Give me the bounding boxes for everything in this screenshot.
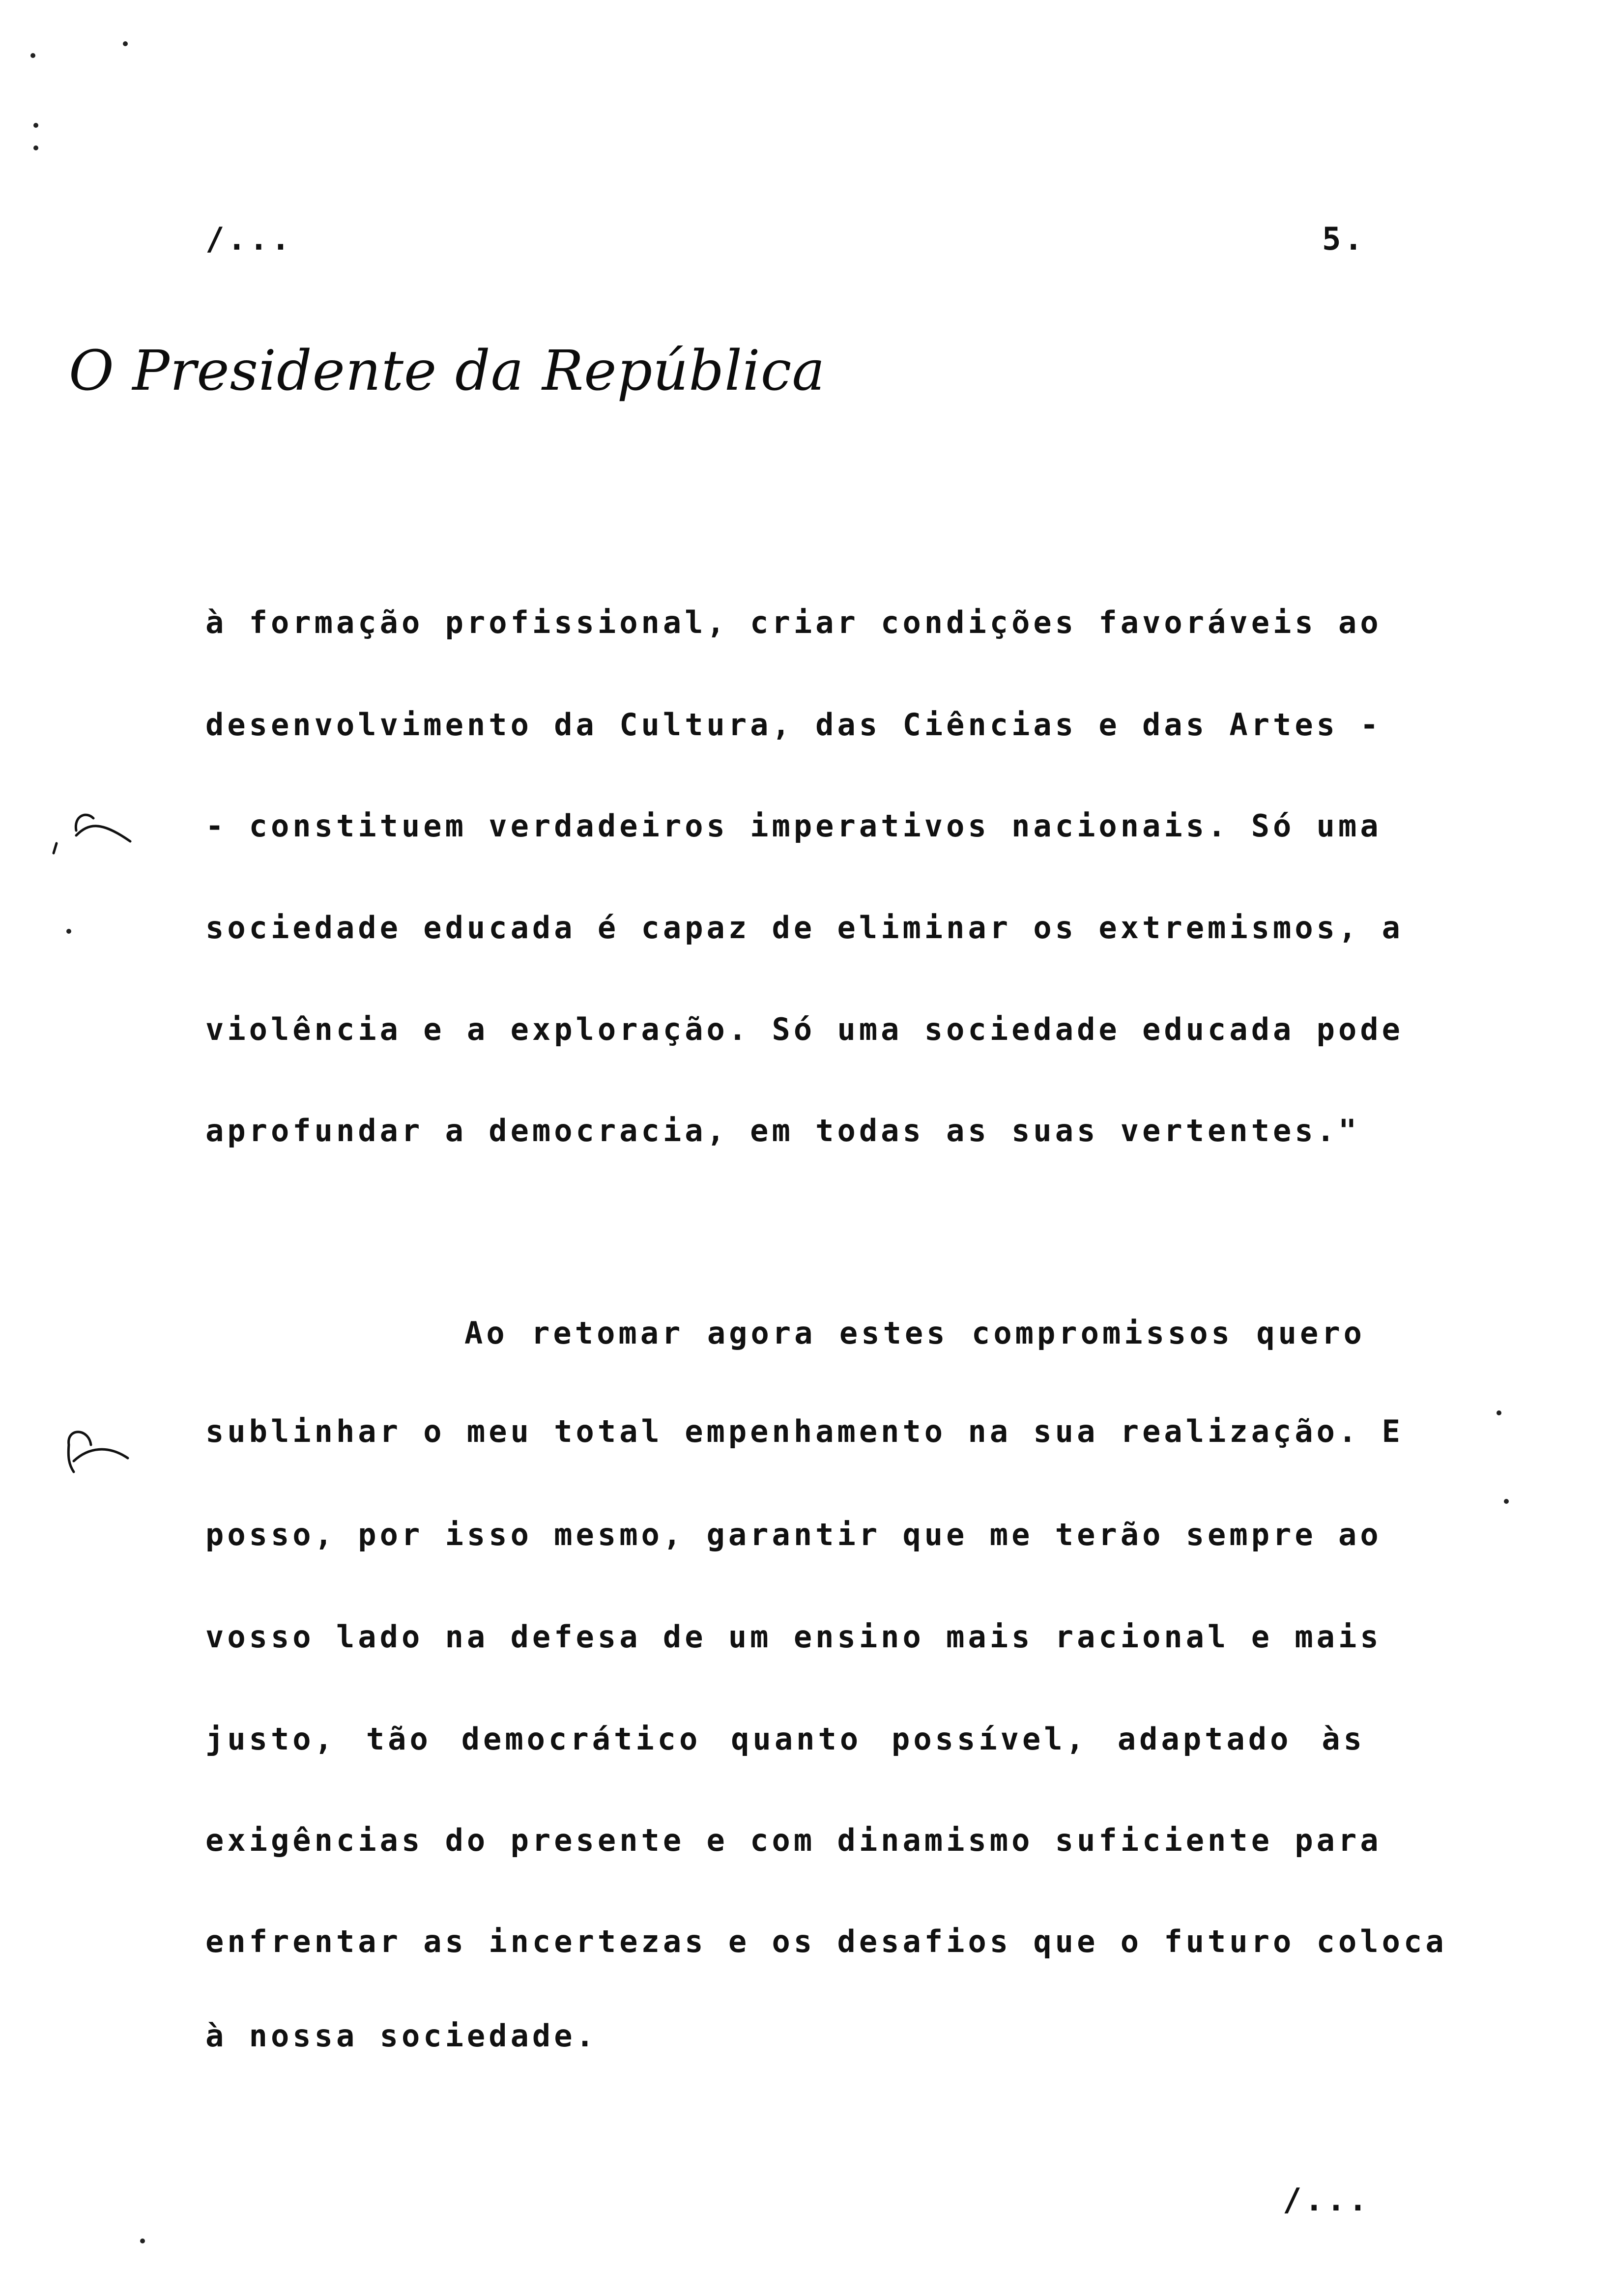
body-text-line: sublinhar o meu total empenhamento na sua realização. E bbox=[205, 1413, 1404, 1449]
body-text-line: Ao retomar agora estes compromissos quero bbox=[464, 1315, 1365, 1351]
body-text-line: à nossa sociedade. bbox=[205, 2018, 598, 2054]
scan-speck bbox=[30, 53, 35, 58]
body-text-line: posso, por isso mesmo, garantir que me terão sempre ao bbox=[205, 1517, 1382, 1552]
scan-speck bbox=[33, 145, 38, 150]
body-text-line: à formação profissional, criar condições favoráveis ao bbox=[205, 604, 1382, 640]
body-text-line: vosso lado na defesa de um ensino mais racional e mais bbox=[205, 1619, 1382, 1655]
scan-speck bbox=[123, 41, 128, 46]
scan-speck bbox=[66, 929, 71, 934]
letterhead-title: O Presidente da República bbox=[69, 339, 826, 403]
body-text-line: - constituem verdadeiros imperativos nacionais. Só uma bbox=[205, 808, 1382, 844]
scan-speck bbox=[1504, 1499, 1509, 1504]
page-number: 5. bbox=[1322, 221, 1366, 258]
scan-speck bbox=[1497, 1410, 1501, 1415]
page-continuation-marker-top: /... bbox=[205, 221, 293, 258]
body-text-line: sociedade educada é capaz de eliminar os extremismos, a bbox=[205, 910, 1404, 946]
handwritten-initial-mark bbox=[54, 1418, 143, 1487]
page-continuation-marker-bottom: /... bbox=[1283, 2182, 1371, 2218]
scan-speck bbox=[140, 2239, 145, 2243]
body-text-line: justo, tão democrático quanto possível, adaptado às bbox=[205, 1721, 1365, 1757]
body-text-line: desenvolvimento da Cultura, das Ciências e das Artes - bbox=[205, 707, 1382, 743]
handwritten-initial-mark bbox=[47, 796, 135, 865]
scan-speck bbox=[33, 123, 38, 128]
body-text-line: exigências do presente e com dinamismo suficiente para bbox=[205, 1822, 1382, 1858]
body-text-line: aprofundar a democracia, em todas as suas vertentes." bbox=[205, 1113, 1360, 1148]
body-text-line: enfrentar as incertezas e os desafios que o futuro coloca bbox=[205, 1923, 1447, 1959]
body-text-line: violência e a exploração. Só uma sociedade educada pode bbox=[205, 1011, 1404, 1047]
